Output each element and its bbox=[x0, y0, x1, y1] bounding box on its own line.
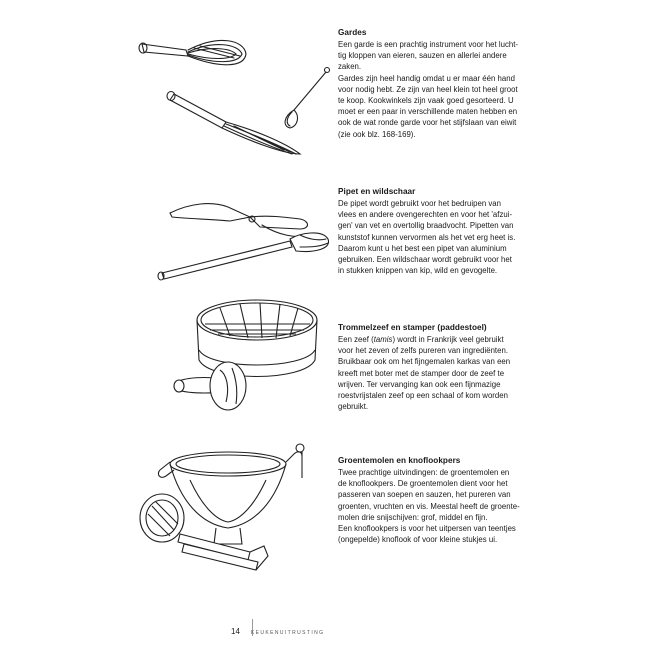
entry-body bbox=[338, 39, 556, 140]
entry-line: kreeft met boter met de stamper door de zeef te bbox=[338, 368, 505, 378]
entry-line: tig kloppen van eieren, sauzen en allerlei andere bbox=[338, 51, 507, 61]
entry-line: vlees en andere ovengerechten en voor het 'afzui- bbox=[338, 210, 513, 220]
entry-body bbox=[338, 334, 556, 412]
pipette-scissors-illustration bbox=[150, 195, 335, 290]
entry-line: wrijven. Ter vervanging kan ook een fijnmazige bbox=[338, 379, 501, 389]
entry-line: Gardes zijn heel handig omdat u er maar één hand bbox=[338, 73, 515, 83]
foodmill-garlicpress-illustration bbox=[130, 440, 310, 585]
entry-body bbox=[338, 467, 556, 545]
entry-trommelzeef bbox=[338, 322, 556, 412]
entry-text: Een zeef ( bbox=[338, 335, 374, 344]
entry-line: voor nodig hebt. Ze zijn van heel klein tot heel groot bbox=[338, 84, 518, 94]
entry-line: te koop. Kookwinkels zijn vaak goed gesorteerd. U bbox=[338, 96, 514, 106]
entry-body bbox=[338, 198, 556, 276]
whisks-illustration bbox=[134, 30, 334, 160]
entry-line: zaken. bbox=[338, 62, 362, 72]
page-number: 14 bbox=[231, 627, 240, 636]
entry-line: (zie ook blz. 168-169). bbox=[338, 129, 416, 139]
entry-title: Gardes bbox=[338, 28, 367, 37]
sieve-pestle-illustration bbox=[170, 290, 325, 415]
entry-line: passeren van soepen en sauzen, het pureren van bbox=[338, 490, 511, 500]
entry-gardes bbox=[338, 27, 556, 140]
page-footer bbox=[231, 627, 324, 636]
entry-line: voor het zeven of zelfs pureren van ingrediënten. bbox=[338, 346, 509, 356]
entry-line: De pipet wordt gebruikt voor het bedruipen van bbox=[338, 199, 502, 208]
entry-title: Pipet en wildschaar bbox=[338, 187, 416, 196]
entry-line: Bruikbaar ook om het fijngemalen karkas van een bbox=[338, 357, 511, 367]
entry-line: moet er een paar in verschillende maten hebben en bbox=[338, 107, 518, 117]
entry-line: molen drie snijschijven: grof, middel en fijn. bbox=[338, 512, 488, 522]
entry-pipet-en-wildschaar bbox=[338, 186, 556, 276]
entry-text: ) wordt in Frankrijk veel gebruikt bbox=[392, 335, 504, 344]
entry-line: gen' van vet en overtollig braadvocht. Pipetten van bbox=[338, 221, 514, 231]
entry-line: Een knoflookpers is voor het uitpersen van teentjes bbox=[338, 524, 516, 534]
entry-line: kunststof kunnen vervormen als het vet erg heet is. bbox=[338, 232, 516, 242]
entry-line: Een garde is een prachtig instrument voor het lucht- bbox=[338, 40, 519, 49]
entry-line: Twee prachtige uitvindingen: de groentemolen en bbox=[338, 468, 510, 477]
entry-line: de knoflookpers. De groentemolen dient voor het bbox=[338, 479, 508, 489]
entry-term: tamis bbox=[373, 335, 393, 344]
entry-line: gebruikt. bbox=[338, 402, 369, 412]
entry-line: (ongepelde) knoflook of voor kleine stukjes ui. bbox=[338, 535, 498, 545]
entry-line: roestvrijstalen zeef op een schaal of kom worden bbox=[338, 391, 508, 401]
entry-groentemolen bbox=[338, 455, 556, 545]
entry-line: groenten, vruchten en vis. Meestal heeft de groente- bbox=[338, 501, 520, 511]
entry-title: Groentemolen en knoflookpers bbox=[338, 456, 461, 465]
entry-line: gebruiken. Een wildschaar wordt gebruikt voor het bbox=[338, 255, 512, 265]
entry-line: ook de wat ronde garde voor het stijfslaan van eiwit bbox=[338, 118, 517, 128]
entry-line bbox=[338, 334, 556, 345]
chapter-title: KEUKENUITRUSTING bbox=[250, 630, 325, 636]
entry-title: Trommelzeef en stamper (paddestoel) bbox=[338, 323, 487, 332]
entry-line: Daarom kunt u het best een pipet van aluminium bbox=[338, 243, 507, 253]
entry-line: in stukken knippen van kip, wild en gevogelte. bbox=[338, 266, 498, 276]
